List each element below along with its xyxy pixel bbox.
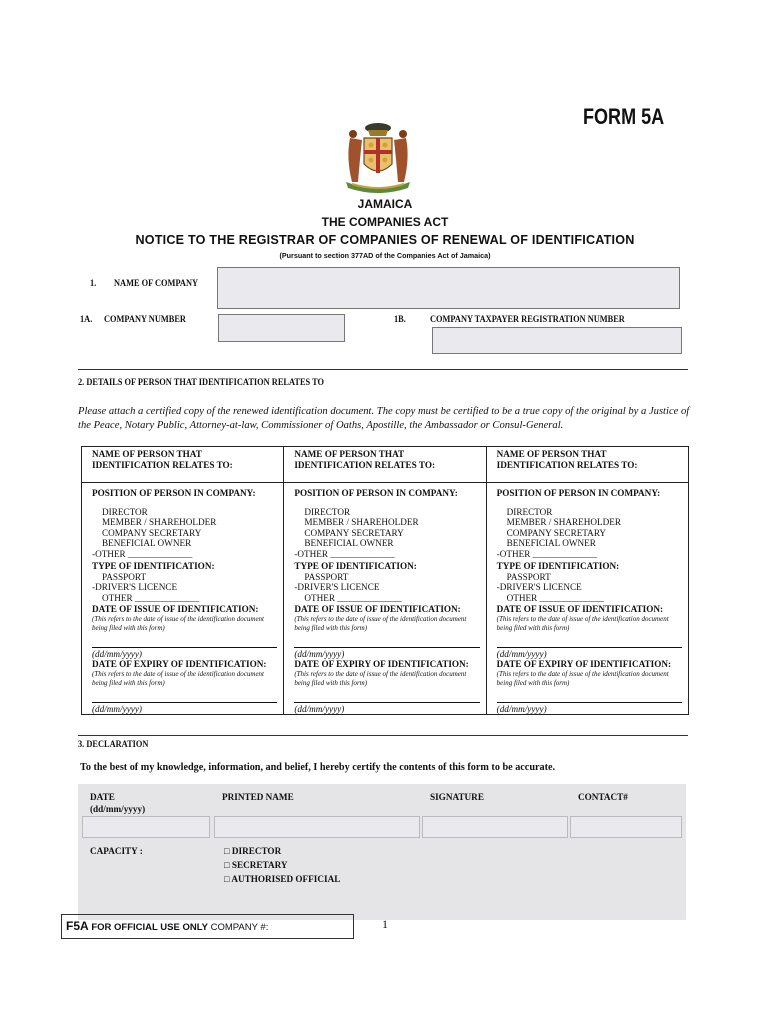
company-number-field[interactable]	[218, 314, 345, 342]
position-option[interactable]: COMPANY SECRETARY	[102, 527, 202, 538]
position-option[interactable]: MEMBER / SHAREHOLDER	[506, 517, 621, 527]
position-option[interactable]: DIRECTOR	[506, 506, 553, 517]
official-use-label: FOR OFFICIAL USE ONLY	[91, 922, 208, 933]
id-type-option[interactable]: ‐ DRIVER'S LICENCE	[294, 582, 479, 593]
capacity-option-authorised-official[interactable]: □ AUTHORISED OFFICIAL	[224, 874, 341, 884]
position-option[interactable]: ‐ OTHER ______________	[294, 549, 479, 560]
position-option[interactable]: DIRECTOR	[304, 506, 351, 517]
issue-date-field[interactable]: (dd/mm/yyyy)	[294, 647, 479, 660]
id-type-option[interactable]: OTHER ______________	[506, 592, 604, 603]
position-option[interactable]: BENEFICIAL OWNER	[506, 538, 596, 548]
issue-date-field[interactable]: (dd/mm/yyyy)	[92, 647, 277, 660]
official-use-box	[61, 914, 354, 939]
trn-label: COMPANY TAXPAYER REGISTRATION NUMBER	[430, 315, 625, 325]
trn-field[interactable]	[432, 327, 682, 354]
date-label: DATE	[90, 792, 115, 802]
section-divider	[78, 369, 688, 370]
form-code: F5A	[66, 919, 89, 933]
position-option[interactable]: MEMBER / SHAREHOLDER	[102, 517, 217, 527]
id-type-option[interactable]: OTHER ______________	[102, 592, 200, 603]
position-option[interactable]: BENEFICIAL OWNER	[304, 538, 394, 548]
id-type-option[interactable]: OTHER ______________	[304, 592, 402, 603]
position-option[interactable]: COMPANY SECRETARY	[304, 527, 404, 538]
person-details-cell: POSITION OF PERSON IN COMPANY: DIRECTOR MEMBER / SHAREHOLDER COMPANY SECRETARY BENEFICIAL OWNER ‐ OTHER ______________ TYPE OF IDENTIFICATION: PASSPORT ‐ DRIVER'S LICENCE OTHER ______________ DATE OF ISSUE OF IDENTIFICATION: (This refers to the date of issue of the identification document being filed with this form) (dd/mm/yyyy) DATE OF EXPIRY OF IDENTIFICATION: (This refers to the date of issue of the identification document being filed with this form) (dd/mm/yyyy)	[82, 483, 284, 715]
id-type-option[interactable]: PASSPORT	[304, 571, 349, 582]
id-type-option[interactable]: PASSPORT	[506, 571, 551, 582]
signature-field[interactable]	[422, 816, 568, 838]
declaration-box	[78, 784, 686, 920]
coat-of-arms-logo	[338, 118, 418, 196]
form-number: FORM 5A	[583, 104, 665, 129]
page-number: 1	[382, 917, 388, 931]
section-divider	[78, 735, 688, 736]
date-format-label: (dd/mm/yyyy)	[90, 804, 146, 814]
position-option[interactable]: MEMBER / SHAREHOLDER	[304, 517, 419, 527]
country-heading: JAMAICA	[357, 197, 413, 211]
company-name-field[interactable]	[217, 267, 680, 309]
person-name-cell[interactable]: NAME OF PERSON THAT IDENTIFICATION RELATES TO:	[284, 447, 486, 483]
expiry-date-field[interactable]: (dd/mm/yyyy)	[294, 702, 479, 715]
contact-field[interactable]	[570, 816, 682, 838]
id-type-option[interactable]: ‐ DRIVER'S LICENCE	[92, 582, 277, 593]
signature-label: SIGNATURE	[430, 792, 484, 802]
position-option[interactable]: BENEFICIAL OWNER	[102, 538, 192, 548]
section-2-title: 2. DETAILS OF PERSON THAT IDENTIFICATION RELATES TO	[78, 378, 325, 388]
section-2-instruction: Please attach a certified copy of the renewed identification document. The copy must be certified to be a true copy of the original by a Justice of the Peace, Notary Public, Attorney-at-law, Commissioner of Oaths, Apostille, the Ambassador or Consul-General.	[78, 406, 690, 431]
company-no-label: COMPANY #:	[210, 922, 269, 933]
capacity-option-director[interactable]: □ DIRECTOR	[224, 846, 282, 856]
position-option[interactable]: COMPANY SECRETARY	[506, 527, 607, 538]
contact-label: CONTACT#	[578, 792, 628, 802]
date-field[interactable]	[82, 816, 210, 838]
name-of-company-label: NAME OF COMPANY	[114, 279, 199, 289]
person-name-cell[interactable]: NAME OF PERSON THAT IDENTIFICATION RELATES TO:	[82, 447, 284, 483]
id-type-option[interactable]: PASSPORT	[102, 571, 147, 582]
printed-name-label: PRINTED NAME	[222, 792, 294, 802]
capacity-label: CAPACITY :	[90, 846, 143, 856]
notice-title: NOTICE TO THE REGISTRAR OF COMPANIES OF RENEWAL OF IDENTIFICATION	[135, 233, 635, 247]
person-details-cell: POSITION OF PERSON IN COMPANY: DIRECTOR MEMBER / SHAREHOLDER COMPANY SECRETARY BENEFICIAL OWNER ‐ OTHER ______________ TYPE OF IDENTIFICATION: PASSPORT ‐ DRIVER'S LICENCE OTHER ______________ DATE OF ISSUE OF IDENTIFICATION: (This refers to the date of issue of the identification document being filed with this form) (dd/mm/yyyy) DATE OF EXPIRY OF IDENTIFICATION: (This refers to the date of issue of the identification document being filed with this form) (dd/mm/yyyy)	[486, 483, 688, 715]
company-number-label: COMPANY NUMBER	[104, 315, 186, 325]
name-of-company-number: 1.	[90, 279, 97, 289]
section-3-title: 3. DECLARATION	[78, 740, 149, 750]
expiry-date-field[interactable]: (dd/mm/yyyy)	[92, 702, 277, 715]
id-type-option[interactable]: ‐ DRIVER'S LICENCE	[497, 582, 682, 593]
trn-number-num: 1B.	[394, 315, 406, 325]
declaration-statement: To the best of my knowledge, information, and belief, I hereby certify the contents of this form to be accurate.	[80, 762, 556, 773]
notice-subtitle: (Pursuant to section 377AD of the Companies Act of Jamaica)	[279, 251, 491, 260]
issue-date-field[interactable]: (dd/mm/yyyy)	[497, 647, 682, 660]
capacity-option-secretary[interactable]: □ SECRETARY	[224, 860, 288, 870]
position-option[interactable]: ‐ OTHER ______________	[92, 549, 277, 560]
position-option[interactable]: ‐ OTHER ______________	[497, 549, 682, 560]
position-option[interactable]: DIRECTOR	[102, 506, 148, 517]
printed-name-field[interactable]	[214, 816, 420, 838]
act-heading: THE COMPANIES ACT	[321, 215, 449, 229]
expiry-date-field[interactable]: (dd/mm/yyyy)	[497, 702, 682, 715]
person-details-table	[81, 446, 689, 715]
person-name-cell[interactable]: NAME OF PERSON THAT IDENTIFICATION RELATES TO:	[486, 447, 688, 483]
company-number-num: 1A.	[80, 315, 93, 325]
person-details-cell: POSITION OF PERSON IN COMPANY: DIRECTOR MEMBER / SHAREHOLDER COMPANY SECRETARY BENEFICIAL OWNER ‐ OTHER ______________ TYPE OF IDENTIFICATION: PASSPORT ‐ DRIVER'S LICENCE OTHER ______________ DATE OF ISSUE OF IDENTIFICATION: (This refers to the date of issue of the identification document being filed with this form) (dd/mm/yyyy) DATE OF EXPIRY OF IDENTIFICATION: (This refers to the date of issue of the identification document being filed with this form) (dd/mm/yyyy)	[284, 483, 486, 715]
